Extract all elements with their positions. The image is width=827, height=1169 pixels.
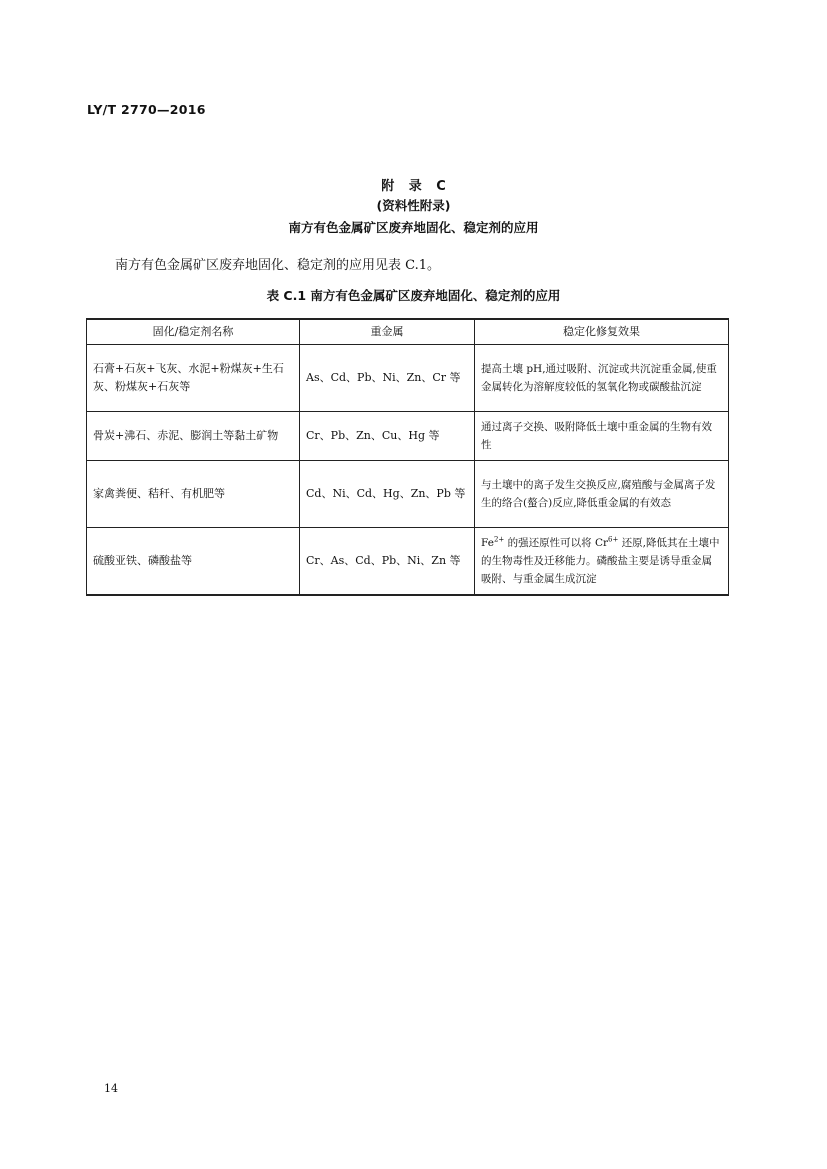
annex-title: 附 录 C <box>381 179 446 194</box>
cell-effect: 与土壤中的离子发生交换反应,腐殖酸与金属离子发生的络合(螯合)反应,降低重金属的有效态 <box>475 461 729 528</box>
header-effect: 稳定化修复效果 <box>475 319 729 345</box>
cell-agent: 家禽粪便、秸秆、有机肥等 <box>87 461 300 528</box>
effect-text: Fe <box>481 537 494 549</box>
cell-effect: 提高土壤 pH,通过吸附、沉淀或共沉淀重金属,使重金属转化为溶解度较低的氢氧化物或碳酸盐沉淀 <box>475 345 729 412</box>
effect-text: 的强还原性可以将 Cr <box>504 537 608 549</box>
cell-agent: 硫酸亚铁、磷酸盐等 <box>87 528 300 596</box>
intro-paragraph: 南方有色金属矿区废弃地固化、稳定剂的应用见表 C.1。 <box>115 258 441 273</box>
cell-metals: Cd、Ni、Cd、Hg、Zn、Pb 等 <box>300 461 475 528</box>
annex-type: (资料性附录) <box>376 198 451 213</box>
ion-charge-superscript: 6+ <box>608 535 619 544</box>
cell-effect <box>475 528 729 596</box>
table-row <box>87 412 729 461</box>
cell-agent: 石膏+石灰+飞灰、水泥+粉煤灰+生石灰、粉煤灰+石灰等 <box>87 345 300 412</box>
header-agent: 固化/稳定剂名称 <box>87 319 300 345</box>
page-number: 14 <box>104 1082 118 1095</box>
stabilizer-table <box>86 318 729 596</box>
cell-agent: 骨炭+沸石、赤泥、膨润土等黏土矿物 <box>87 412 300 461</box>
header-metals: 重金属 <box>300 319 475 345</box>
table-header-row <box>87 319 729 345</box>
cell-metals: As、Cd、Pb、Ni、Zn、Cr 等 <box>300 345 475 412</box>
ion-charge-superscript: 2+ <box>493 535 505 544</box>
table-row <box>87 461 729 528</box>
table-row <box>87 345 729 412</box>
effect-text: 还原,降低其在土壤中的生物毒性及迁移能力。磷酸盐主要是诱导重金属吸附、与重金属生成沉淀 <box>481 537 720 585</box>
cell-metals: Cr、As、Cd、Pb、Ni、Zn 等 <box>300 528 475 596</box>
cell-effect: 通过离子交换、吸附降低土壤中重金属的生物有效性 <box>475 412 729 461</box>
table-row <box>87 528 729 596</box>
standard-code: LY/T 2770—2016 <box>87 102 206 117</box>
table-caption: 表 C.1 南方有色金属矿区废弃地固化、稳定剂的应用 <box>266 288 561 303</box>
annex-heading: 南方有色金属矿区废弃地固化、稳定剂的应用 <box>288 220 539 235</box>
cell-metals: Cr、Pb、Zn、Cu、Hg 等 <box>300 412 475 461</box>
